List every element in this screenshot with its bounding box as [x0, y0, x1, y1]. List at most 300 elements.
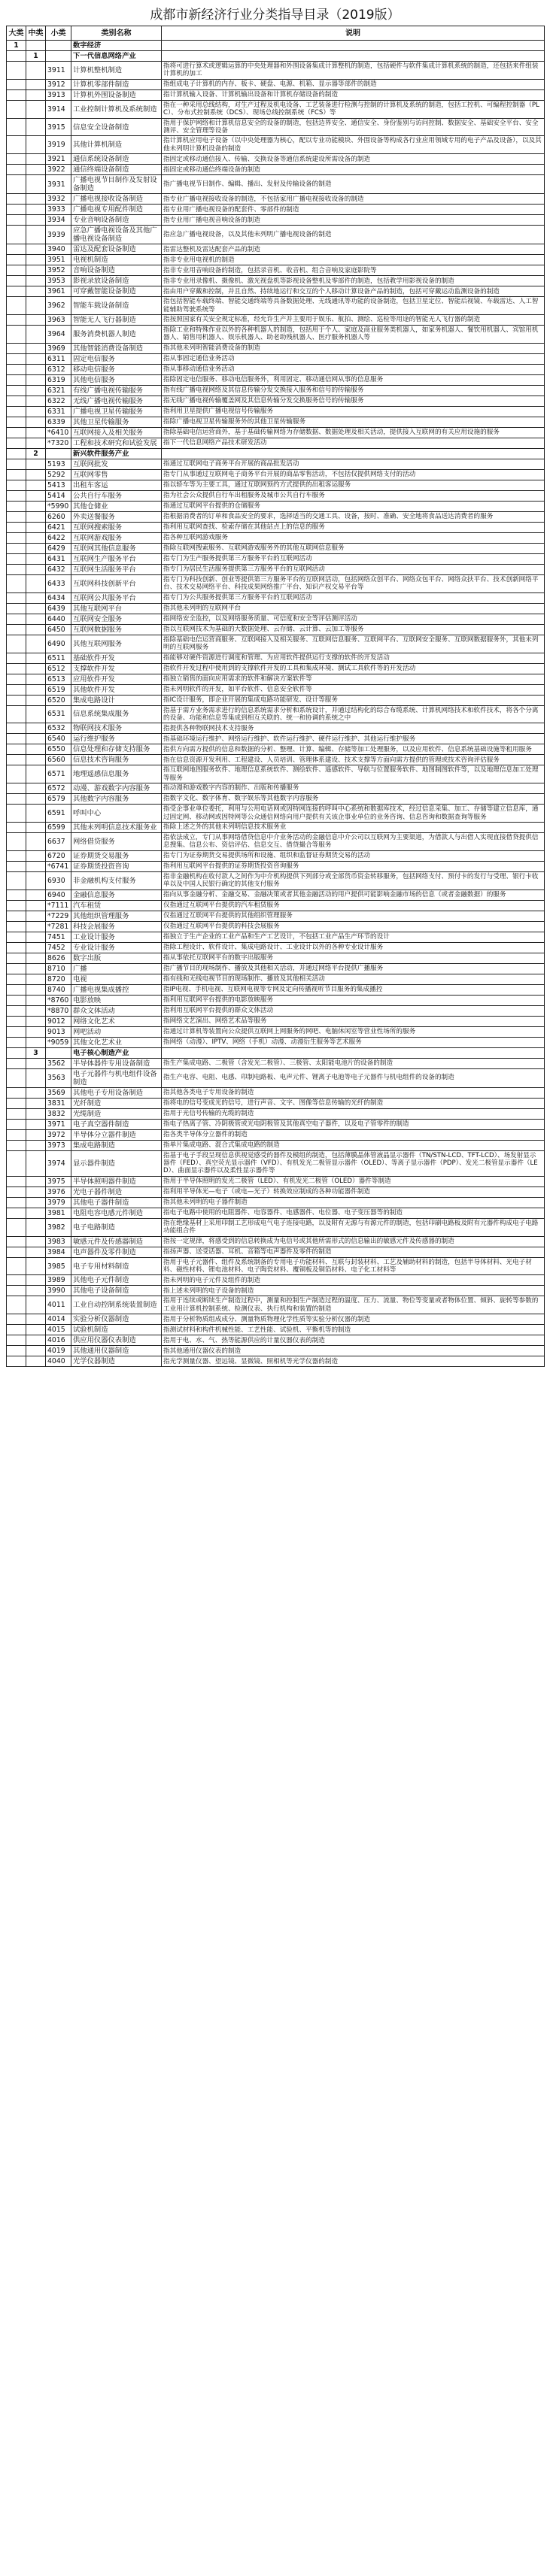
cell-minor-class: 6331: [46, 406, 71, 417]
cell-minor-class: 3982: [46, 1218, 71, 1236]
cell-category-name: 动漫、游戏数字内容服务: [71, 783, 162, 794]
cell-major-class: [7, 406, 26, 417]
cell-middle-class: [26, 459, 46, 469]
cell-minor-class: 3915: [46, 118, 71, 136]
cell-middle-class: [26, 226, 46, 244]
cell-major-class: [7, 889, 26, 900]
table-row: [7, 1005, 545, 1016]
cell-category-name: 非金融机构支付服务: [71, 871, 162, 889]
cell-description: 指利用互联网平台提供的群众文体活动: [162, 1005, 545, 1016]
cell-middle-class: [26, 921, 46, 932]
cell-major-class: [7, 744, 26, 755]
cell-major-class: [7, 921, 26, 932]
cell-category-name: 科技会展服务: [71, 921, 162, 932]
cell-description: 指能够对硬件资源进行调度和管理、为应用软件提供运行支撑的软件的开发活动: [162, 653, 545, 663]
cell-category-name: 半导体器件专用设备制造: [71, 1058, 162, 1068]
cell-minor-class: 3974: [46, 1150, 71, 1176]
cell-major-class: [7, 438, 26, 448]
cell-middle-class: [26, 511, 46, 522]
cell-minor-class: 3981: [46, 1208, 71, 1218]
cell-category-name: 工业设计服务: [71, 932, 162, 942]
cell-category-name: 其他互联网服务: [71, 635, 162, 653]
cell-minor-class: 3914: [46, 100, 71, 118]
cell-middle-class: [26, 1087, 46, 1098]
cell-description: 指除固定电信服务、移动电信服务外，利用固定、移动通信网从事的信息服务: [162, 374, 545, 385]
cell-description: 指电子热离子管、冷阴极管或光电阴极管及其他真空电子器件，以及电子管零件的制造: [162, 1119, 545, 1129]
cell-category-name: 数字出版: [71, 953, 162, 963]
cell-minor-class: 3911: [46, 62, 71, 80]
cell-middle-class: [26, 1286, 46, 1296]
cell-category-name: 可穿戴智能设备制造: [71, 286, 162, 297]
cell-description: 指软件开发过程中使用到的支撑软件开发的工具和集成环境、测试工具软件等的开发活动: [162, 663, 545, 674]
cell-major-class: [7, 226, 26, 244]
cell-major-class: [7, 51, 26, 62]
cell-category-name: 智能无人飞行器制造: [71, 315, 162, 326]
cell-description: 指有线广播电视网络及其信息传输分发交换接入服务和信号的传输服务: [162, 385, 545, 395]
header-category-name: 类别名称: [71, 26, 162, 41]
cell-category-name: 互联网数据服务: [71, 624, 162, 635]
cell-major-class: [7, 1218, 26, 1236]
cell-category-name: 光缆制造: [71, 1108, 162, 1119]
cell-category-name: 实验分析仪器制造: [71, 1314, 162, 1325]
cell-description: 指用于光信号传输的光缆的制造: [162, 1108, 545, 1119]
cell-minor-class: 3913: [46, 89, 71, 100]
cell-description: 仅指通过互联网平台提供的汽车租赁服务: [162, 900, 545, 911]
cell-middle-class: 3: [26, 1047, 46, 1058]
cell-category-name: 网络借贷服务: [71, 832, 162, 850]
cell-description: 指扬声器、送受话器、耳机、音箱等电声器件及零件的制造: [162, 1247, 545, 1257]
cell-major-class: [7, 953, 26, 963]
cell-middle-class: [26, 469, 46, 480]
cell-middle-class: [26, 438, 46, 448]
cell-minor-class: 3969: [46, 343, 71, 353]
cell-major-class: [7, 1247, 26, 1257]
cell-category-name: 其他智能消费设备制造: [71, 343, 162, 353]
cell-middle-class: [26, 1016, 46, 1026]
cell-category-name: 敏感元件及传感器制造: [71, 1236, 162, 1247]
cell-minor-class: 6599: [46, 822, 71, 832]
cell-description: 指供方向需方提供的信息和数据的分析、整理、计算、编辑、存储等加工处理服务，以及应用软件、信息系统基础设施等租用服务: [162, 744, 545, 755]
cell-minor-class: 3934: [46, 215, 71, 226]
cell-category-name: 互联网公共服务平台: [71, 592, 162, 603]
cell-description: 指利用半导体光—电子（或电—光子）转换效应制成的各种功能器件制造: [162, 1186, 545, 1197]
cell-middle-class: [26, 417, 46, 427]
cell-description: 指专门为科技创新、创业等提供第三方服务平台的互联网活动，包括网络众创平台、网络众包平台、网络众扶平台、技术创新网络平台、技术交易网络平台、科技成果网络推广平台、知识产权交易平台等: [162, 574, 545, 592]
cell-middle-class: [26, 635, 46, 653]
table-row: [7, 315, 545, 326]
cell-middle-class: [26, 911, 46, 921]
table-row: [7, 165, 545, 175]
cell-major-class: [7, 1356, 26, 1367]
industry-catalog-table: [6, 26, 545, 1367]
cell-minor-class: 6930: [46, 871, 71, 889]
cell-major-class: 1: [7, 41, 26, 51]
cell-description: 指利用互联网平台提供的电影放映服务: [162, 995, 545, 1005]
cell-middle-class: [26, 194, 46, 205]
cell-major-class: [7, 1140, 26, 1150]
cell-description: 指固定或移动通信终端设备的制造: [162, 165, 545, 175]
cell-minor-class: 3989: [46, 1275, 71, 1286]
table-row: [7, 553, 545, 564]
cell-major-class: [7, 1098, 26, 1108]
cell-category-name: 电子专用材料制造: [71, 1257, 162, 1275]
cell-minor-class: 3976: [46, 1186, 71, 1197]
cell-description: [162, 51, 545, 62]
table-group-row: [7, 51, 545, 62]
cell-minor-class: 6450: [46, 624, 71, 635]
table-row: [7, 1119, 545, 1129]
cell-category-name: 其他通用仪器制造: [71, 1346, 162, 1356]
cell-minor-class: 3963: [46, 315, 71, 326]
cell-category-name: 互联网其他信息服务: [71, 543, 162, 553]
cell-description: 指各种互联网游戏服务: [162, 532, 545, 543]
cell-minor-class: 6432: [46, 564, 71, 574]
cell-category-name: 其他计算机制造: [71, 136, 162, 154]
cell-minor-class: 6572: [46, 783, 71, 794]
cell-minor-class: 3964: [46, 326, 71, 344]
cell-minor-class: 3990: [46, 1286, 71, 1296]
cell-category-name: 互联网游戏服务: [71, 532, 162, 543]
cell-major-class: [7, 385, 26, 395]
document-title: 成都市新经济行业分类指导目录（2019版）: [150, 8, 400, 23]
cell-middle-class: [26, 723, 46, 734]
table-row: [7, 469, 545, 480]
cell-minor-class: 6579: [46, 794, 71, 805]
table-row: [7, 1176, 545, 1186]
cell-category-name: 光电子器件制造: [71, 1186, 162, 1197]
cell-major-class: [7, 417, 26, 427]
cell-category-name: 雷达及配套设备制造: [71, 244, 162, 255]
cell-major-class: [7, 194, 26, 205]
cell-description: 指除基础电信运营商服务、互联网接入及相关服务、互联网信息服务、互联网平台、互联网安全服务、互联网数据服务外，其他未列明的互联网服务: [162, 635, 545, 653]
cell-minor-class: 4040: [46, 1356, 71, 1367]
cell-minor-class: 6550: [46, 744, 71, 755]
cell-minor-class: *7281: [46, 921, 71, 932]
cell-middle-class: [26, 614, 46, 624]
cell-description: 指从事移动通信业务活动: [162, 364, 545, 374]
cell-category-name: 电视机制造: [71, 255, 162, 265]
cell-description: 指提供各种物联网技术支持服务: [162, 723, 545, 734]
cell-category-name: 信息处理和存储支持服务: [71, 744, 162, 755]
cell-description: 指以轿车等为主要工具，通过互联网预约方式提供的出租客运服务: [162, 480, 545, 490]
cell-category-name: 试验机制造: [71, 1325, 162, 1335]
table-row: [7, 889, 545, 900]
table-row: [7, 832, 545, 850]
table-row: [7, 1208, 545, 1218]
cell-description: 指动漫和游戏数字内容的制作、出版和传播服务: [162, 783, 545, 794]
cell-middle-class: [26, 1129, 46, 1140]
cell-category-name: 其他软件开发: [71, 684, 162, 695]
cell-description: 指上述未列明的电子设备的制造: [162, 1286, 545, 1296]
cell-minor-class: 3985: [46, 1257, 71, 1275]
table-row: [7, 438, 545, 448]
cell-description: 指专业广播电视接收设备的制造，不包括家用广播电视接收设备的制造: [162, 194, 545, 205]
table-row: [7, 1296, 545, 1314]
cell-minor-class: 4019: [46, 1346, 71, 1356]
table-row: [7, 1150, 545, 1176]
table-row: [7, 501, 545, 511]
cell-description: 指测试材料和构件机械性能、工艺性能、试验机、平衡机等的制造: [162, 1325, 545, 1335]
cell-category-name: 群众文体活动: [71, 1005, 162, 1016]
cell-middle-class: [26, 553, 46, 564]
cell-description: 指网络文艺演出、网络艺术品等服务: [162, 1016, 545, 1026]
cell-description: 指用于半导体照明的发光二极管（LED）、有机发光二极管（OLED）器件等制造: [162, 1176, 545, 1186]
cell-major-class: [7, 900, 26, 911]
cell-major-class: [7, 1016, 26, 1026]
cell-major-class: [7, 574, 26, 592]
cell-description: 指下一代信息网络产品技术研发活动: [162, 438, 545, 448]
cell-middle-class: [26, 705, 46, 723]
table-row: [7, 459, 545, 469]
cell-minor-class: 3933: [46, 205, 71, 215]
cell-major-class: [7, 244, 26, 255]
cell-major-class: [7, 1087, 26, 1098]
cell-description: 指其他各类电子专用设备的制造: [162, 1087, 545, 1098]
table-row: [7, 480, 545, 490]
table-row: [7, 974, 545, 984]
cell-category-name: 呼叫中心: [71, 805, 162, 823]
cell-description: 指用于电子元器件、组件及系统制备的专用电子功能材料、互联与封装材料、工艺及辅助材料的制造，包括半导体材料、光电子材料、磁性材料、锂电池材料、电子陶瓷材料、覆铜板及铜箔材料、电子化工材料等: [162, 1257, 545, 1275]
cell-description: 指专业用广播电视设备的配套件、零部件的制造: [162, 205, 545, 215]
table-row: [7, 1140, 545, 1150]
cell-middle-class: [26, 1176, 46, 1186]
cell-category-name: 工业自动控制系统装置制造: [71, 1296, 162, 1314]
cell-minor-class: *7320: [46, 438, 71, 448]
cell-major-class: [7, 695, 26, 705]
cell-middle-class: [26, 744, 46, 755]
table-row: [7, 963, 545, 974]
cell-minor-class: 6490: [46, 635, 71, 653]
cell-middle-class: [26, 984, 46, 995]
cell-description: 指非专业用电视机的制造: [162, 255, 545, 265]
cell-description: [162, 1047, 545, 1058]
table-row: [7, 490, 545, 501]
cell-minor-class: 3931: [46, 175, 71, 194]
table-row: [7, 326, 545, 344]
cell-major-class: [7, 1286, 26, 1296]
cell-major-class: [7, 89, 26, 100]
cell-minor-class: 3973: [46, 1140, 71, 1150]
cell-minor-class: 6339: [46, 417, 71, 427]
cell-middle-class: [26, 942, 46, 953]
table-row: [7, 374, 545, 385]
cell-description: 指将可进行算术或逻辑运算的中央处理器和外围设备集成计算整机的制造，包括硬件与软件集成计算机系统的制造，还包括来件组装计算机的加工: [162, 62, 545, 80]
cell-middle-class: [26, 276, 46, 286]
cell-description: 指专门为证券期货交易提供场所和设施、组织和监督证券期货交易的活动: [162, 850, 545, 861]
cell-description: 指其他未列明的电子器件制造: [162, 1197, 545, 1208]
cell-middle-class: [26, 1335, 46, 1346]
cell-description: 指计算机输入设备、计算机输出设备和计算机存储设备的制造: [162, 89, 545, 100]
cell-description: 指各类半导体分立器件的制造: [162, 1129, 545, 1140]
cell-middle-class: [26, 165, 46, 175]
cell-minor-class: 3569: [46, 1087, 71, 1098]
table-row: [7, 995, 545, 1005]
cell-middle-class: [26, 974, 46, 984]
table-group-row: [7, 41, 545, 51]
cell-minor-class: 6940: [46, 889, 71, 900]
cell-description: 指除上述之外的其他未列明信息技术服务业: [162, 822, 545, 832]
cell-category-name: 工业控制计算机及系统制造: [71, 100, 162, 118]
cell-minor-class: 6440: [46, 614, 71, 624]
cell-description: 指互联网地图服务软件、地理信息系统软件、测绘软件、遥感软件、导航与位置服务软件、地图制图软件等，以及地理信息加工处理等服务: [162, 765, 545, 783]
cell-middle-class: [26, 353, 46, 364]
cell-middle-class: [26, 1098, 46, 1108]
cell-middle-class: [26, 765, 46, 783]
cell-major-class: [7, 286, 26, 297]
cell-major-class: [7, 118, 26, 136]
cell-description: 指有线和无线电视节目的现场制作、播放及其他相关活动: [162, 974, 545, 984]
cell-minor-class: 3831: [46, 1098, 71, 1108]
cell-description: 指从事依托互联网平台的数字出版服务: [162, 953, 545, 963]
cell-major-class: [7, 963, 26, 974]
cell-description: 指雷达整机及雷达配套产品的制造: [162, 244, 545, 255]
cell-description: 指广播节目的现场制作、播放及其他相关活动，并通过网络平台提供广播服务: [162, 963, 545, 974]
table-row: [7, 564, 545, 574]
cell-category-name: 音响设备制造: [71, 265, 162, 276]
cell-major-class: [7, 1005, 26, 1016]
cell-major-class: [7, 1236, 26, 1247]
table-row: [7, 286, 545, 297]
cell-category-name: 证券期货投资咨询: [71, 861, 162, 871]
cell-minor-class: 6637: [46, 832, 71, 850]
table-row: [7, 635, 545, 653]
cell-middle-class: [26, 1325, 46, 1335]
cell-category-name: 显示器件制造: [71, 1150, 162, 1176]
cell-minor-class: 6531: [46, 705, 71, 723]
table-row: [7, 89, 545, 100]
cell-major-class: [7, 653, 26, 663]
table-row: [7, 805, 545, 823]
cell-major-class: [7, 1296, 26, 1314]
table-row: [7, 1026, 545, 1037]
table-row: [7, 861, 545, 871]
cell-description: 指电子电路中使用的电阻器件、电容器件、电感器件、电位器、电子变压器等的制造: [162, 1208, 545, 1218]
table-row: [7, 353, 545, 364]
cell-minor-class: 3972: [46, 1129, 71, 1140]
table-row: [7, 783, 545, 794]
cell-middle-class: [26, 265, 46, 276]
table-row: [7, 674, 545, 684]
cell-description: 指数字文化、数字体育、数字娱乐等其他数字内容服务: [162, 794, 545, 805]
cell-middle-class: [26, 1058, 46, 1068]
cell-minor-class: 4014: [46, 1314, 71, 1325]
cell-category-name: 下一代信息网络产业: [71, 51, 162, 62]
table-row: [7, 244, 545, 255]
cell-major-class: [7, 603, 26, 614]
table-row: [7, 255, 545, 265]
cell-middle-class: [26, 794, 46, 805]
cell-category-name: 广播电视接收设备制造: [71, 194, 162, 205]
header-minor-class: 小类: [46, 26, 71, 41]
cell-category-name: 电子真空器件制造: [71, 1119, 162, 1129]
cell-description: 指通过互联网平台提供的仓储服务: [162, 501, 545, 511]
header-row: [7, 26, 545, 41]
cell-category-name: 汽车租赁: [71, 900, 162, 911]
cell-minor-class: *9059: [46, 1037, 71, 1047]
cell-description: 指非金融机构在收付款人之间作为中介机构提供下列部分或全部货币资金转移服务，包括网络支付、预付卡的发行与受理、银行卡收单以及中国人民银行确定的其他支付服务: [162, 871, 545, 889]
cell-middle-class: [26, 385, 46, 395]
cell-minor-class: 6520: [46, 695, 71, 705]
cell-minor-class: 6421: [46, 522, 71, 532]
cell-category-name: 其他电信服务: [71, 374, 162, 385]
cell-major-class: [7, 974, 26, 984]
cell-major-class: [7, 984, 26, 995]
cell-major-class: [7, 1037, 26, 1047]
cell-description: 指利用互联网平台提供的证券期货投资咨询服务: [162, 861, 545, 871]
cell-category-name: 互联网科技创新平台: [71, 574, 162, 592]
cell-description: 指为社会公众提供自行车出租服务及城市公共自行车服务: [162, 490, 545, 501]
cell-category-name: 其他电子元件制造: [71, 1275, 162, 1286]
cell-category-name: 其他互联网平台: [71, 603, 162, 614]
cell-middle-class: [26, 543, 46, 553]
cell-description: 指根据消费者的订单和食品安全的要求，选择适当的交通工具、设备，按时、准确、安全地将食品送达消费者的服务: [162, 511, 545, 522]
cell-category-name: 网吧活动: [71, 1026, 162, 1037]
cell-description: 指用于电、水、气、热等能源供应的计量仪器仪表的制造: [162, 1335, 545, 1346]
cell-description: 指在信息资源开发利用、工程建设、人员培训、管理体系建设、技术支撑等方面向需方提供的管理或技术咨询评估服务: [162, 755, 545, 765]
table-row: [7, 62, 545, 80]
cell-minor-class: 3939: [46, 226, 71, 244]
cell-middle-class: [26, 215, 46, 226]
cell-minor-class: [46, 41, 71, 51]
table-row: [7, 276, 545, 286]
cell-category-name: 互联网生产服务平台: [71, 553, 162, 564]
cell-category-name: 应急广播电视设备及其他广播电视设备制造: [71, 226, 162, 244]
cell-category-name: 影视录放设备制造: [71, 276, 162, 286]
table-row: [7, 794, 545, 805]
cell-major-class: [7, 469, 26, 480]
cell-description: 指通过计算机等装置向公众提供互联网上网服务的网吧、电脑休闲室等营业性场所的服务: [162, 1026, 545, 1037]
cell-middle-class: [26, 286, 46, 297]
cell-category-name: 互联网搜索服务: [71, 522, 162, 532]
cell-description: 指独立销售的面向应用需求的软件和解决方案软件等: [162, 674, 545, 684]
cell-major-class: [7, 490, 26, 501]
table-row: [7, 1346, 545, 1356]
cell-middle-class: [26, 871, 46, 889]
cell-middle-class: [26, 175, 46, 194]
cell-minor-class: 6532: [46, 723, 71, 734]
cell-middle-class: 2: [26, 448, 46, 459]
cell-minor-class: *7111: [46, 900, 71, 911]
cell-description: 指生产电容、电阻、电感、印制电路板、电声元件、锂离子电池等电子元器件与机电组件的设备的制造: [162, 1068, 545, 1087]
table-row: [7, 765, 545, 783]
table-row: [7, 911, 545, 921]
cell-major-class: [7, 276, 26, 286]
table-row: [7, 663, 545, 674]
cell-middle-class: [26, 364, 46, 374]
table-row: [7, 406, 545, 417]
cell-minor-class: 3984: [46, 1247, 71, 1257]
table-row: [7, 385, 545, 395]
cell-minor-class: 6560: [46, 755, 71, 765]
cell-category-name: 广播电视节目制作及发射设备制造: [71, 175, 162, 194]
table-row: [7, 603, 545, 614]
cell-middle-class: [26, 89, 46, 100]
table-row: [7, 226, 545, 244]
cell-major-class: [7, 1314, 26, 1325]
cell-category-name: 外卖送餐服务: [71, 511, 162, 522]
cell-category-name: 工程和技术研究和试验发展: [71, 438, 162, 448]
cell-category-name: 证券期货交易服务: [71, 850, 162, 861]
table-row: [7, 100, 545, 118]
cell-middle-class: [26, 501, 46, 511]
cell-description: 指利用卫星提供广播电视信号传输服务: [162, 406, 545, 417]
cell-middle-class: [26, 592, 46, 603]
cell-minor-class: 3563: [46, 1068, 71, 1087]
cell-description: 指网络（动漫）、IPTV、网络（手机）动漫、动漫衍生服务等艺术服务: [162, 1037, 545, 1047]
cell-middle-class: [26, 490, 46, 501]
cell-minor-class: 3983: [46, 1236, 71, 1247]
cell-category-name: 电声器件及零件制造: [71, 1247, 162, 1257]
